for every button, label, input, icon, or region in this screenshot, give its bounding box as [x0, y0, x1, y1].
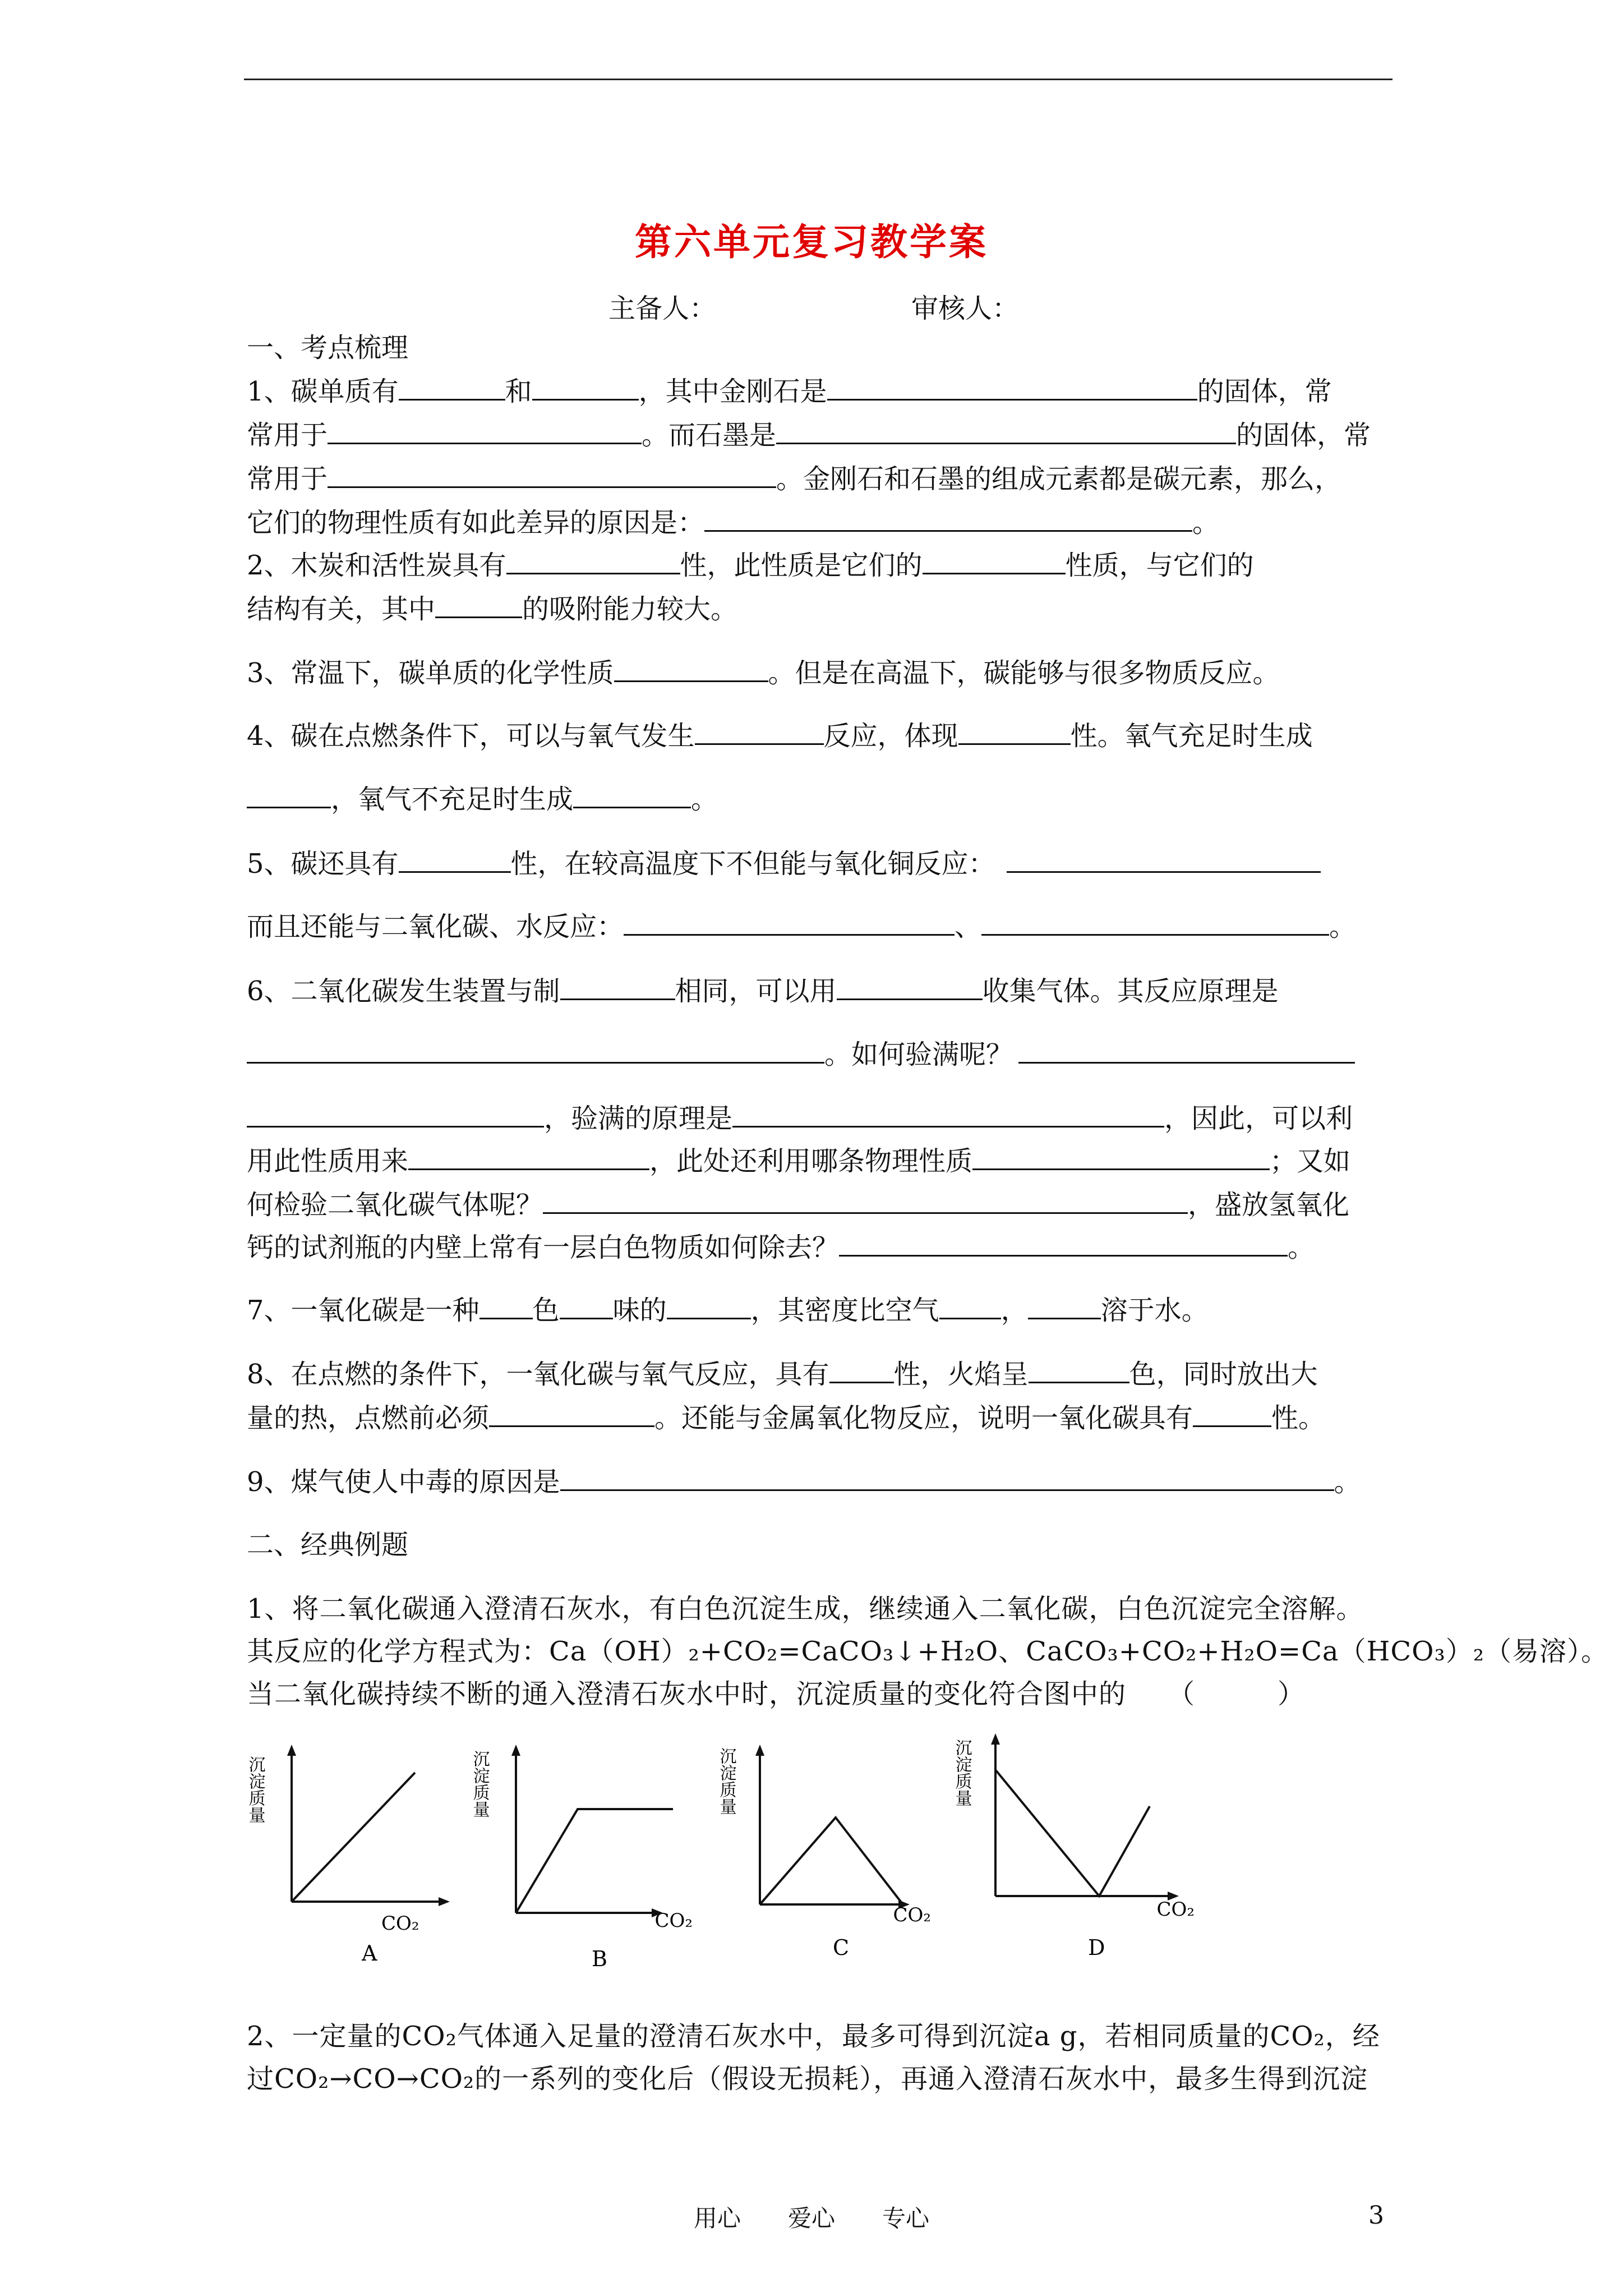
example-1-line-2: 其反应的化学方程式为：Ca（OH）₂+CO₂=CaCO₃↓+H₂O、CaCO₃+CO₂+H₂O=Ca（HCO₃）₂（易溶）。: [247, 1636, 1608, 1667]
page-title: 第六单元复习教学案: [635, 220, 988, 264]
item-6-line-5: 何检验二氧化碳气体呢？ ，盛放氢氧化: [247, 1189, 1350, 1221]
example-2-line-2: 过CO₂→CO→CO₂的一系列的变化后（假设无损耗），再通入澄清石灰水中，最多生得到沉淀: [247, 2063, 1368, 2095]
graph-A-curve: [292, 1773, 415, 1902]
example-1-line-1: 1、将二氧化碳通入澄清石灰水，有白色沉淀生成，继续通入二氧化碳，白色沉淀完全溶解。: [247, 1593, 1364, 1625]
item-2-line-1: 2、木炭和活性炭具有 性，此性质是它们的 性质，与它们的: [247, 550, 1254, 581]
item-5-line-2: 而且还能与二氧化碳、水反应： 、 。: [247, 911, 1357, 942]
item-4-line-2: ，氧气不充足时生成 。: [247, 783, 718, 816]
graph-C: [718, 1733, 953, 1975]
item-1-line-1: 1、碳单质有 和 ，其中金刚石是 的固体，常: [247, 376, 1332, 407]
item-6-line-3: ，验满的原理是 ，因此，可以利: [247, 1102, 1353, 1135]
item-6-line-6: 钙的试剂瓶的内壁上常有一层白色物质如何除去？ 。: [247, 1232, 1315, 1263]
graph-C-xlabel: CO₂: [893, 1904, 931, 1926]
graph-C-ylabel: 沉淀质量: [718, 1747, 736, 1815]
graph-D-xlabel: CO₂: [1156, 1898, 1195, 1921]
graph-D: [953, 1733, 1211, 1975]
item-6-line-4: 用此性质用来 ，此处还利用哪条物理性质 ；又如: [247, 1145, 1351, 1177]
item-1-line-2: 常用于 。而石墨是 的固体，常: [247, 420, 1371, 451]
graph-A: [247, 1733, 482, 1975]
page-footer: 用心 爱心 专心: [693, 2205, 929, 2232]
item-3: 3、常温下，碳单质的化学性质 。但是在高温下，碳能够与很多物质反应。: [247, 657, 1280, 689]
item-9: 9、煤气使人中毒的原因是 。: [247, 1466, 1361, 1498]
item-8-line-2: 量的热，点燃前必须 。还能与金属氧化物反应，说明一氧化碳具有 性。: [247, 1402, 1326, 1434]
graph-C-label: C: [833, 1935, 850, 1960]
graph-B-label: B: [592, 1947, 607, 1971]
graph-B-ylabel: 沉淀质量: [471, 1750, 490, 1818]
graph-A-xlabel: CO₂: [381, 1912, 419, 1935]
header-rule: [244, 79, 1393, 80]
reviewer-label: 审核人：: [911, 293, 1020, 324]
graph-B-xlabel: CO₂: [654, 1910, 693, 1932]
item-6-line-2: 。如何验满呢？: [247, 1038, 1355, 1071]
item-1-line-4: 它们的物理性质有如此差异的原因是： 。: [247, 507, 1220, 539]
section-heading-2: 二、经典例题: [247, 1529, 409, 1561]
graph-B: [471, 1733, 707, 1975]
item-7: 7、一氧化碳是一种 色 味的 ，其密度比空气 ， 溶于水。: [247, 1295, 1209, 1326]
example-1-line-3: 当二氧化碳持续不断的通入澄清石灰水中时，沉淀质量的变化符合图中的 （ ）: [247, 1678, 1306, 1710]
preparer-label: 主备人：: [608, 293, 717, 324]
page-number: 3: [1368, 2201, 1384, 2230]
example-2-line-1: 2、一定量的CO₂气体通入足量的澄清石灰水中，最多可得到沉淀a g，若相同质量的CO₂，经: [247, 2021, 1380, 2052]
item-6-line-1: 6、二氧化碳发生装置与制 相同，可以用 收集气体。其反应原理是: [247, 976, 1279, 1007]
item-4-line-1: 4、碳在点燃条件下，可以与氧气发生 反应，体现 性。氧气充足时生成: [247, 720, 1313, 752]
item-5-line-1: 5、碳还具有 性，在较高温度下不但能与氧化铜反应：: [247, 847, 1321, 881]
section-heading-1: 一、考点梳理: [247, 332, 409, 364]
graph-B-curve: [516, 1809, 673, 1913]
graph-A-ylabel: 沉淀质量: [247, 1756, 265, 1823]
graph-A-label: A: [362, 1941, 377, 1966]
item-8-line-1: 8、在点燃的条件下，一氧化碳与氧气反应，具有 性，火焰呈 色，同时放出大: [247, 1359, 1318, 1390]
item-2-line-2: 结构有关，其中 的吸附能力较大。: [247, 593, 738, 625]
graph-D-label: D: [1088, 1935, 1105, 1960]
graph-D-curve: [995, 1770, 1150, 1896]
graph-D-ylabel: 沉淀质量: [953, 1739, 972, 1806]
graph-C-curve: [760, 1818, 903, 1904]
item-1-line-3: 常用于 。金刚石和石墨的组成元素都是碳元素，那么，: [247, 463, 1342, 495]
